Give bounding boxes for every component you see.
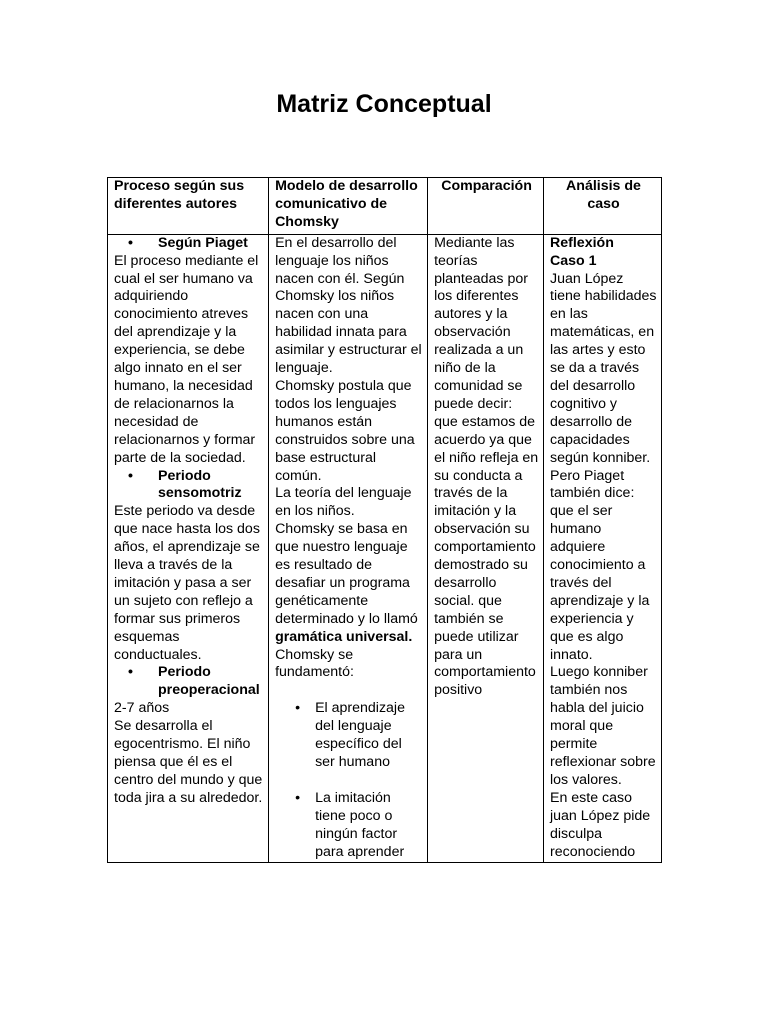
- bullet-icon: •: [128, 467, 133, 484]
- reflexion-heading: Reflexión: [550, 234, 614, 251]
- sensomotriz-text: Este periodo va desde que nace hasta los dos años, el aprendizaje se lleva a través de la imitación y pasa a ser un sujeto con reflejo a formar sus primeros esquemas conductuales.: [114, 503, 260, 663]
- piaget-heading: Según Piaget: [158, 234, 248, 251]
- analisis-paragraph-3: Luego konniber también nos habla del juicio moral que permite reflexionar sobre los valores.: [550, 664, 656, 788]
- chomsky-paragraph-4: [275, 521, 423, 646]
- bullet-icon: •: [295, 790, 301, 806]
- bullet-icon: •: [128, 664, 133, 681]
- header-proceso: Proceso según sus diferentes autores: [108, 178, 269, 235]
- chomsky-paragraph-1: En el desarrollo del lenguaje los niños nacen con él. Según Chomsky los niños nacen con una habilidad innata para asimilar y estructurar el lenguaje.: [275, 234, 422, 377]
- header-analisis-caso: Análisis de caso: [544, 178, 662, 235]
- chomsky-paragraph-5: Chomsky se fundamentó:: [275, 646, 354, 681]
- gramatica-universal-term: gramática universal.: [275, 628, 413, 645]
- bullet-item-sensomotriz: [114, 468, 264, 504]
- header-modelo-chomsky: Modelo de desarrollo comunicativo de Chomsky: [269, 178, 428, 235]
- concept-matrix-table: [107, 177, 662, 863]
- cell-proceso: [108, 234, 269, 862]
- list-item-text: El aprendizaje del lenguaje específico del ser humano: [315, 700, 405, 771]
- cell-analisis-caso: [544, 234, 662, 862]
- bullet-item-piaget: [114, 235, 264, 253]
- list-item: [275, 700, 423, 772]
- preoperacional-age: 2-7 años: [114, 700, 170, 717]
- header-comparacion: Comparación: [428, 178, 544, 235]
- cell-modelo-chomsky: [269, 234, 428, 862]
- piaget-text: El proceso mediante el cual el ser humano va adquiriendo conocimiento atreves del aprendizaje y la experiencia, se debe algo innato en el ser humano, la necesidad de relacionarnos la necesidad de relacionarnos y formar parte de la sociedad.: [114, 252, 259, 466]
- preoperacional-text: Se desarrolla el egocentrismo. El niño piensa que él es el centro del mundo y que toda jira a su alrededor.: [114, 718, 263, 806]
- list-item: [275, 790, 423, 862]
- analisis-paragraph-2: Pero Piaget también dice: que el ser humano adquiere conocimiento a través del aprendizaje y la experiencia y que es algo innato.: [550, 467, 650, 663]
- table-header-row: [108, 178, 662, 235]
- sensomotriz-heading: Periodo sensomotriz: [158, 467, 242, 502]
- bullet-icon: •: [295, 700, 301, 717]
- analisis-paragraph-1: Juan López tiene habilidades en las matemáticas, en las artes y esto se da a través del desarrollo cognitivo y desarrollo de capacidades según konniber.: [550, 270, 657, 466]
- bullet-item-preoperacional: [114, 664, 264, 700]
- comparacion-text: Mediante las teorías planteadas por los diferentes autores y la observación realizada a un niño de la comunidad se puede decir: que estamos de acuerdo ya que el niño refleja en su conducta a través de la imitación y la observación su comportamiento demostrado su desarrollo social. que también se puede utilizar para un comportamiento positivo: [434, 234, 539, 699]
- document-title: Matriz Conceptual: [276, 90, 492, 118]
- chomsky-paragraph-3: La teoría del lenguaje en los niños.: [275, 485, 412, 520]
- chomsky-bullet-list: [275, 700, 423, 861]
- chomsky-paragraph-4-text: Chomsky se basa en que nuestro lenguaje es resultado de desafiar un programa genéticamente determinado y lo llamó: [275, 521, 418, 627]
- bullet-icon: •: [128, 234, 133, 251]
- table-row: [108, 234, 662, 862]
- list-item-text: La imitación tiene poco o ningún factor para aprender: [315, 790, 405, 860]
- analisis-paragraph-4: En este caso juan López pide disculpa reconociendo: [550, 789, 651, 860]
- caso-heading: Caso 1: [550, 252, 597, 269]
- cell-comparacion: [428, 234, 544, 862]
- chomsky-paragraph-2: Chomsky postula que todos los lenguajes humanos están construidos sobre una base estructural común.: [275, 377, 415, 484]
- preoperacional-heading: Periodo preoperacional: [158, 664, 260, 699]
